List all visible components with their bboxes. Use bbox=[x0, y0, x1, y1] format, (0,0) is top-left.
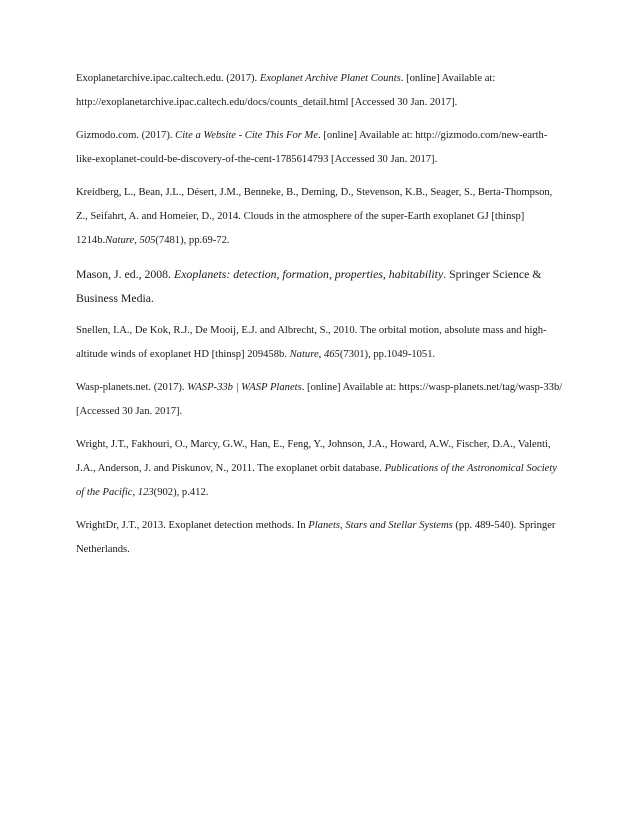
reference-text: Kreidberg, L., Bean, J.L., Désert, J.M., Benneke, B., Deming, D., Stevenson, K.B., Seager, S., Berta-Thompson, Z., Seifahrt, A. and Homeier, D., 2014. Clouds in the atmosphere of the super-Earth exoplanet GJ [thinsp] 1214b. bbox=[76, 187, 553, 246]
reference-text: Mason, J. ed., 2008. bbox=[76, 267, 174, 281]
reference-text: (pp. 489-540). Springer Netherlands. bbox=[76, 520, 556, 555]
reference-italic-text: 123 bbox=[137, 487, 154, 498]
reference-text: (7481), pp.69-72. bbox=[155, 235, 230, 246]
reference-text: . [online] Available at: http://gizmodo.com/new-earth-like-exoplanet-could-be-discovery-of-the-cent-1785614793 [Accessed 30 Jan. 2017]. bbox=[76, 130, 548, 165]
reference-text: , bbox=[318, 349, 324, 360]
reference-entry bbox=[76, 514, 566, 562]
reference-italic-text: Cite a Website - Cite This For Me bbox=[175, 130, 319, 141]
reference-entry bbox=[76, 376, 566, 424]
reference-text: Wright, J.T., Fakhouri, O., Marcy, G.W., Han, E., Feng, Y., Johnson, J.A., Howard, A.W., Fischer, D.A., Valenti, J.A., Anderson, J. and Piskunov, N., 2011. The exoplanet orbit database. bbox=[76, 439, 551, 474]
reference-entry bbox=[76, 181, 566, 253]
reference-text: (7301), pp.1049-1051. bbox=[339, 349, 436, 360]
reference-text: Exoplanetarchive.ipac.caltech.edu. (2017). bbox=[76, 73, 260, 84]
reference-text: Snellen, I.A., De Kok, R.J., De Mooij, E.J. and Albrecht, S., 2010. The orbital motion, absolute mass and high-altitude winds of exoplanet HD [thinsp] 209458b. bbox=[76, 325, 547, 360]
reference-text: Gizmodo.com. (2017). bbox=[76, 130, 176, 141]
reference-text: WrightDr, J.T., 2013. Exoplanet detection methods. In bbox=[76, 520, 309, 531]
reference-text: . Springer Science & Business Media. bbox=[76, 267, 542, 305]
reference-italic-text: Exoplanets: detection, formation, properties, habitability bbox=[173, 267, 444, 281]
reference-italic-text: 505 bbox=[139, 235, 156, 246]
reference-text: , bbox=[134, 235, 140, 246]
reference-italic-text: Planets, Stars and Stellar Systems bbox=[308, 520, 453, 531]
reference-entry bbox=[76, 124, 566, 172]
reference-entry bbox=[76, 262, 566, 310]
reference-italic-text: 465 bbox=[323, 349, 340, 360]
reference-text: . [online] Available at: https://wasp-planets.net/tag/wasp-33b/ [Accessed 30 Jan. 2017]. bbox=[76, 382, 563, 417]
reference-italic-text: Exoplanet Archive Planet Counts bbox=[259, 73, 401, 84]
reference-italic-text: WASP-33b | WASP Planets bbox=[187, 382, 302, 393]
reference-italic-text: Publications of the Astronomical Society of the Pacific bbox=[76, 463, 557, 498]
reference-entry bbox=[76, 433, 566, 505]
reference-entry bbox=[76, 67, 566, 115]
reference-list bbox=[76, 67, 566, 571]
reference-entry bbox=[76, 319, 566, 367]
reference-text: Wasp-planets.net. (2017). bbox=[76, 382, 188, 393]
reference-italic-text: Nature bbox=[105, 235, 135, 246]
reference-text: . [online] Available at: http://exoplanetarchive.ipac.caltech.edu/docs/counts_detail.html [Accessed 30 Jan. 2017]. bbox=[76, 73, 496, 108]
reference-text: , bbox=[132, 487, 138, 498]
reference-text: (902), p.412. bbox=[153, 487, 209, 498]
reference-italic-text: Nature bbox=[289, 349, 319, 360]
